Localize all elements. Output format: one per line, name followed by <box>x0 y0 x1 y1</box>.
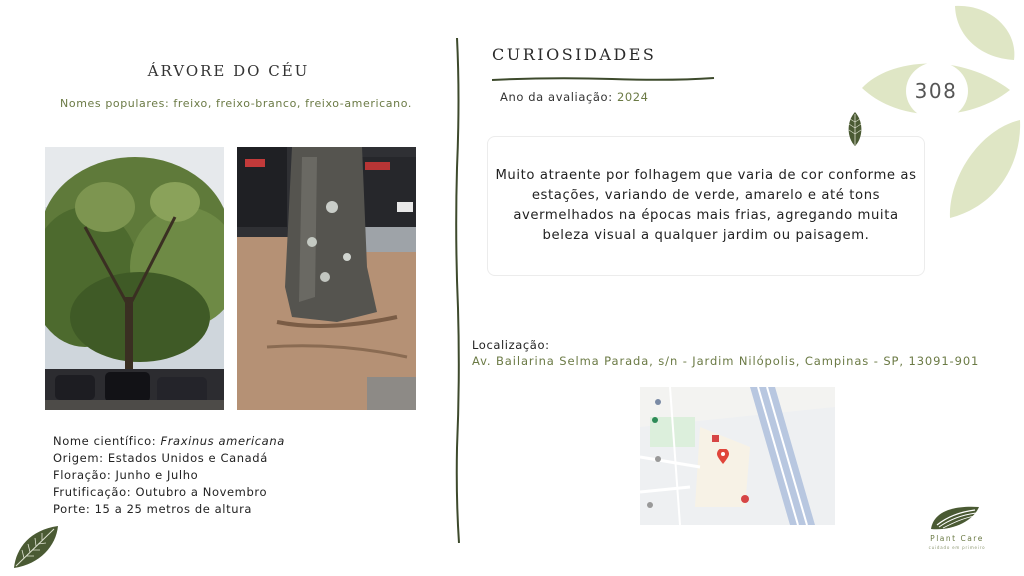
origin-row: Origem: Estados Unidos e Canadá <box>53 451 268 465</box>
section-title: CURIOSIDADES <box>492 45 657 64</box>
vertical-divider <box>452 38 464 547</box>
badge-number: 308 <box>914 79 958 103</box>
flowering-row: Floração: Junho e Julho <box>53 468 199 482</box>
location-map[interactable] <box>640 387 835 525</box>
tree-canopy-photo <box>45 147 224 410</box>
logo-tagline: cuidado em primeiro <box>928 545 986 550</box>
logo-name: Plant Care <box>930 534 984 543</box>
leaf-icon <box>10 522 62 576</box>
description-text: Muito atraente por folhagem que varia de cor conforme as estações, variando de verde, amarelo e até tons avermelhados na épocas mais frias, agregando muita beleza visual a qualquer jardim ou paisagem. <box>495 168 917 243</box>
tree-name-title: ÁRVORE DO CÉU <box>147 62 310 80</box>
scientific-name-label: Nome científico: <box>53 434 157 448</box>
tree-trunk-photo <box>237 147 416 410</box>
title-underline <box>492 68 717 87</box>
fruiting-row: Frutificação: Outubro a Novembro <box>53 485 268 499</box>
tree-specs <box>53 433 285 518</box>
scientific-name-value: Fraxinus americana <box>160 434 285 448</box>
evaluation-year <box>500 90 649 104</box>
location-label: Localização: <box>472 338 550 352</box>
evaluation-year-value: 2024 <box>616 90 649 104</box>
popular-names-label: Nomes populares: <box>60 97 170 110</box>
location-address: Av. Bailarina Selma Parada, s/n - Jardim Nilópolis, Campinas - SP, 13091-901 <box>472 354 980 368</box>
popular-names-value: freixo, freixo-branco, freixo-americano. <box>173 97 412 110</box>
popular-names <box>0 97 472 110</box>
scientific-name-row <box>53 433 285 450</box>
evaluation-year-label: Ano da avaliação: <box>500 90 613 104</box>
size-row: Porte: 15 a 25 metros de altura <box>53 502 253 516</box>
plant-care-logo-icon <box>929 503 983 535</box>
map-pin-icon <box>717 449 729 469</box>
